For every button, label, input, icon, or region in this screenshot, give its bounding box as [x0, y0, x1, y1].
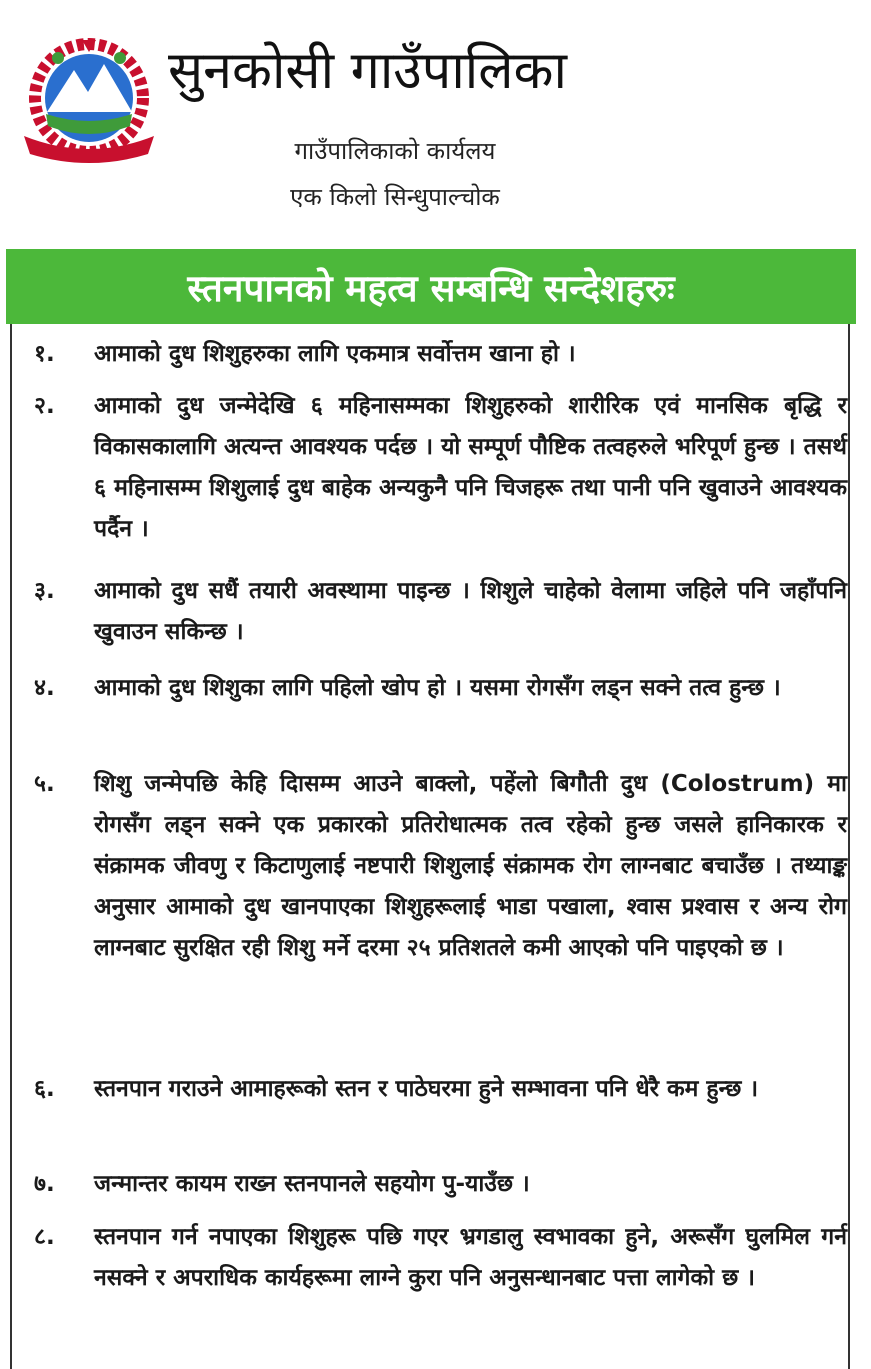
message-text: स्तनपान गराउने आमाहरूको स्तन र पाठेघरमा हुने सम्भावना पनि धेरै कम हुन्छ ।	[94, 1076, 759, 1102]
message-text: आमाको दुध शिशुका लागि पहिलो खोप हो । यसमा रोगसँग लड्न सक्ने तत्व हुन्छ ।	[94, 675, 781, 701]
municipality-name: सुनकोसी गाउँपालिका	[168, 41, 567, 101]
message-number: ६.	[34, 1076, 55, 1102]
message-text: स्तनपान गर्न नपाएका शिशुहरू पछि गएर भ्रगडालु स्वभावका हुने, अरूसँग घुलमिल गर्न नसक्ने र अपराधिक कार्यहरूमा लाग्ने कुरा पनि अनुसन्धानबाट पत्ता लागेको छ ।	[94, 1224, 847, 1291]
message-text: जन्मान्तर कायम राख्न स्तनपानले सहयोग पु-याउँछ ।	[94, 1171, 530, 1197]
message-number: ७.	[34, 1171, 55, 1197]
message-number: १.	[34, 341, 55, 367]
message-number: ८.	[34, 1224, 55, 1250]
message-text: शिशु जन्मेपछि केहि दिासम्म आउने बाक्लो, पहेंलो बिगौती दुध (Colostrum) मा रोगसँग लड्न सक्ने एक प्रकारको प्रतिरोधात्मक तत्व रहेको हुन्छ जसले हानिकारक र संक्रामक जीवणु र किटाणुलाई नष्टपारी शिशुलाई संक्रामक रोग लाग्नबाट बचाउँछ । तथ्याङ्क अनुसार आमाको दुध खानपाएका शिशुहरूलाई भाडा पखाला, श्वास प्रश्वास र अन्य रोग लाग्नबाट सुरक्षित रही शिशु मर्ने दरमा २५ प्रतिशतले कमी आएको पनि पाइएको छ ।	[94, 771, 847, 961]
message-number: ४.	[34, 675, 55, 701]
message-text: आमाको दुध सधैं तयारी अवस्थामा पाइन्छ । शिशुले चाहेको वेलामा जहिले पनि जहाँपनि खुवाउन सकिन्छ ।	[94, 578, 847, 645]
message-text: आमाको दुध शिशुहरुका लागि एकमात्र सर्वोत्तम खाना हो ।	[94, 341, 576, 367]
office-name: गाउँपालिकाको कार्यलय	[294, 137, 496, 165]
messages-box	[10, 324, 850, 1369]
message-number: ५.	[34, 771, 55, 797]
office-address: एक किलो सिन्धुपाल्चोक	[290, 183, 500, 211]
message-number: २.	[34, 393, 55, 419]
message-number: ३.	[34, 578, 55, 604]
banner-title: स्तनपानको महत्व सम्बन्धि सन्देशहरुः	[187, 267, 675, 310]
message-text: आमाको दुध जन्मेदेखि ६ महिनासम्मका शिशुहरुको शारीरिक एवं मानसिक बृद्धि र विकासकालागि अत्यन्त आवश्यक पर्दछ । यो सम्पूर्ण पौष्टिक तत्वहरुले भरिपूर्ण हुन्छ । तसर्थ ६ महिनासम्म शिशुलाई दुध बाहेक अन्यकुनै पनि चिजहरू तथा पानी पनि खुवाउने आवश्यक पर्दैन ।	[94, 393, 847, 542]
title-banner	[6, 249, 856, 324]
